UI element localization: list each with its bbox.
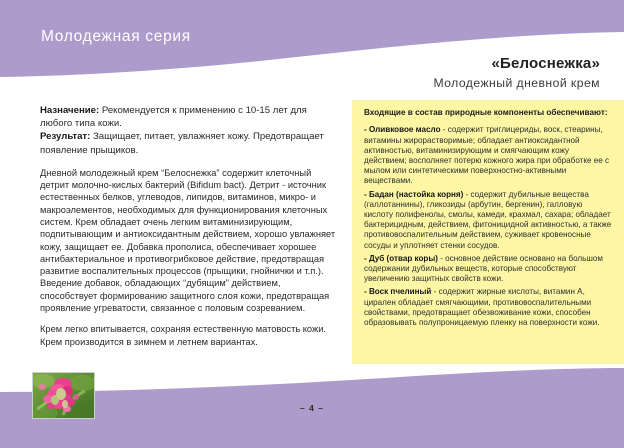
component-item (364, 254, 612, 285)
description-paragraph-2: Крем легко впитывается, сохраняя естественную матовость кожи. Крем производится в зимнем и летнем вариантах. (40, 324, 326, 347)
component-item (364, 125, 612, 186)
component-description: - содержит жирные кислоты, витамин А, цирален обладает смягчающими, противовоспалительными свойствами, предотвращает обезвоживание кожи, способен образовывать полупроницаемую пленку на поверхности кожи. (364, 287, 600, 328)
component-description: - основное действие основано на большом содержании дубильных веществ, которые способствуют увеличению защитных свойств кожи. (364, 253, 603, 284)
left-text-column (40, 104, 340, 357)
purpose-text: Рекомендуется к применению с 10-15 лет для любого типа кожи. (40, 105, 307, 130)
component-item (364, 190, 612, 251)
component-name: - Бадан (настойка корня) (364, 189, 464, 199)
result-text: Защищает, питает, увлажняет кожу. Предотвращает появление прыщиков. (40, 131, 324, 156)
flower-photo (32, 372, 95, 419)
components-heading: Входящие в состав природные компоненты обеспечивают: (364, 108, 608, 117)
natural-components-panel (352, 100, 624, 364)
component-item (364, 287, 612, 328)
product-name: «Белоснежка» (491, 55, 600, 72)
component-name: - Воск пчелиный (364, 287, 432, 297)
page-number: – 4 – (300, 403, 324, 413)
purpose-result-paragraph (40, 104, 340, 157)
description-paragraph-1: Дневной молодежный крем “Белоснежка” содержит клеточный детрит молочно-кислых бактерий (Bifidum bact). Детрит - источник естественных белков, углеводов, липидов, витаминов, микро- и макроэлементов, необходимых для функционирования клеточных систем. Крем обладает очень легким витаминизирующим, подпитывающим и антиоксидантным действием, хорошо увлажняет кожу, защищает ее. Добавка прополиса, обеспечивает хорошее антибактериальное и противогрибковое действие, предотвращая развитие воспалительных процессов (прыщики, гнойнички и т.п.). Введение добавок, обладающих “дубящим” действием, способствует формированию защитного слоя кожи, предотвращая проявление угреватости, связанное с половым созреванием. (40, 167, 336, 314)
flower-photo-image (33, 373, 94, 418)
component-name: - Оливковое масло (364, 125, 441, 135)
product-title-block (433, 55, 600, 92)
purpose-label: Назначение: (40, 105, 100, 116)
component-name: - Дуб (отвар коры) (364, 253, 438, 263)
result-label: Результат: (40, 131, 91, 143)
component-description: - содержит триглицериды, воск, стеарины, витамины жирорастворимые; обладает антиоксидантной активностью, витаминизирующим и смягчающим кожу действием; восполняет потерю кожного жира при обработке ее с мылом или синтетическими поверхностно-активными веществами. (364, 125, 610, 186)
series-title: Молодежная серия (41, 28, 191, 45)
component-description: - содержит дубильные вещества (галлотаннины), гликозиды (арбутин, бергенин), галловую кислоту полифенолы, смолы, камеди, крахмал, сахара; обладает бактерицидным, действием, фитоницидной активностью, а также противовоспалительным действием, суживает кровеносные сосуды и уплотняет стенки сосудов. (364, 189, 612, 250)
product-subtitle: Молодежный дневной крем (433, 75, 600, 90)
